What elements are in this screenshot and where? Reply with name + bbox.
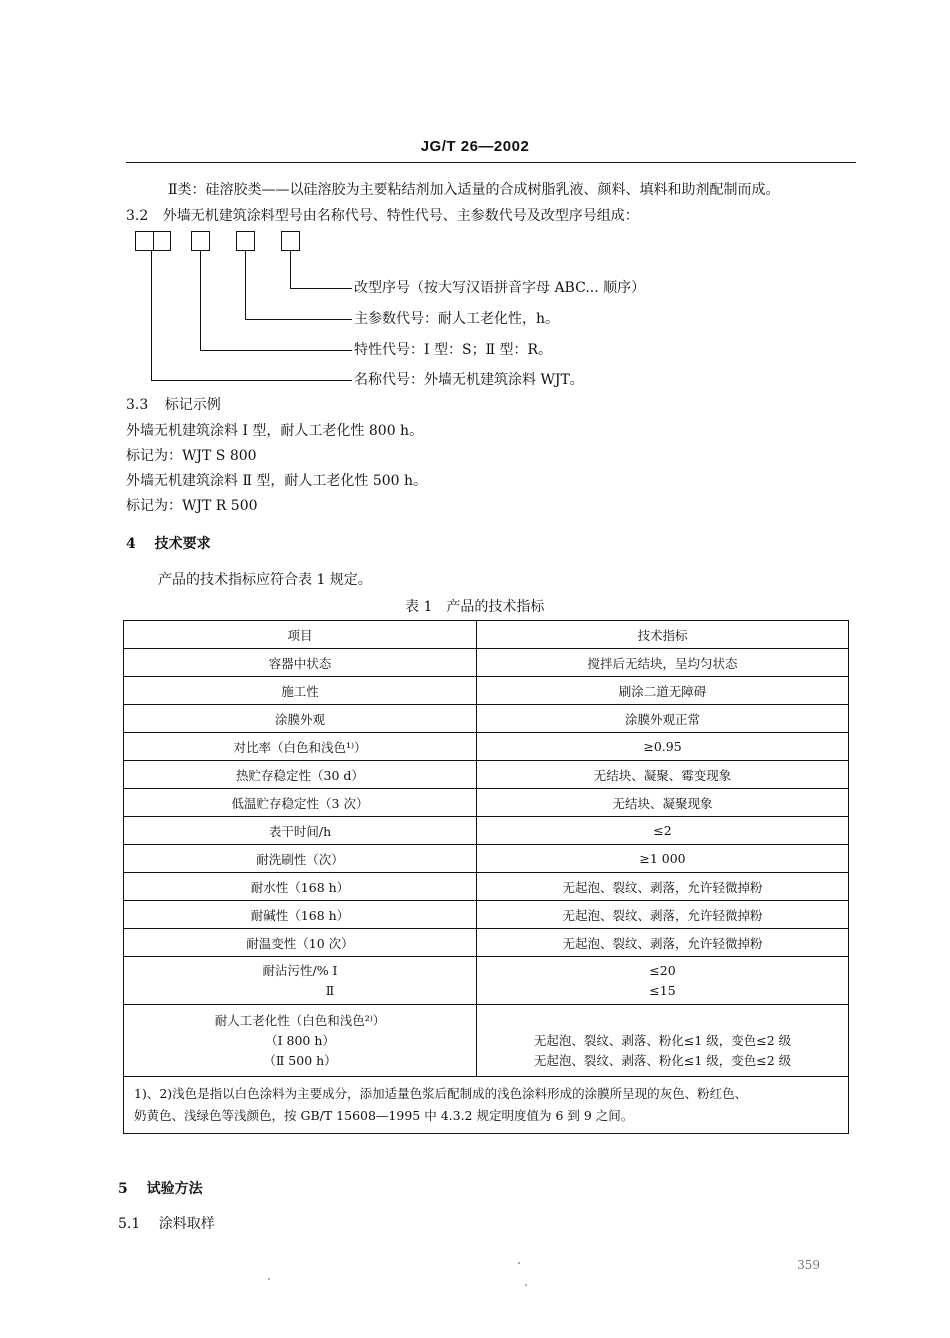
- section-title: 技术要求: [154, 536, 211, 552]
- section-number: 3.2: [126, 208, 149, 224]
- row-spec: 搅拌后无结块，呈均匀状态: [477, 649, 849, 677]
- table-row: [124, 677, 849, 705]
- document-code-header: JG/T 26—2002: [420, 138, 530, 155]
- header-item: 项目: [124, 621, 477, 649]
- table-row-aging: [124, 1005, 849, 1077]
- aging-sub-i: （Ⅰ 800 h）: [265, 1032, 335, 1048]
- stain-label-ii: Ⅱ: [325, 982, 335, 998]
- row-item: 涂膜外观: [124, 705, 477, 733]
- row-spec: ≥1 000: [477, 845, 849, 873]
- stain-item: [124, 957, 477, 1005]
- aging-item: [124, 1005, 477, 1077]
- diagram-leader: [290, 251, 291, 288]
- row-item: 耐温变性（10 次）: [124, 929, 477, 957]
- example-line: 外墙无机建筑涂料 Ⅱ 型，耐人工老化性 500 h。: [126, 473, 428, 489]
- row-item: 低温贮存稳定性（3 次）: [124, 789, 477, 817]
- aging-sub-ii: （Ⅱ 500 h）: [263, 1052, 337, 1068]
- table-row-stain: [124, 957, 849, 1005]
- section-text: 外墙无机建筑涂料型号由名称代号、特性代号、主参数代号及改型序号组成：: [162, 208, 639, 224]
- table-row: [124, 845, 849, 873]
- row-spec: ≤2: [477, 817, 849, 845]
- section-4: [126, 535, 211, 553]
- row-spec: 涂膜外观正常: [477, 705, 849, 733]
- row-item: 容器中状态: [124, 649, 477, 677]
- section-number: 4: [126, 536, 136, 552]
- aging-value-i: 无起泡、裂纹、剥落、粉化≤1 级，变色≤2 级: [533, 1032, 792, 1048]
- table-row: [124, 789, 849, 817]
- note-line: 奶黄色、浅绿色等浅颜色，按 GB/T 15608—1995 中 4.3.2 规定明度值为 6 到 9 之间。: [134, 1108, 634, 1123]
- row-spec: 无起泡、裂纹、剥落，允许轻微掉粉: [477, 929, 849, 957]
- row-spec: 无结块、凝聚、霉变现象: [477, 761, 849, 789]
- table-row: [124, 901, 849, 929]
- table-row: [124, 929, 849, 957]
- row-spec: 刷涂二道无障碍: [477, 677, 849, 705]
- note-line: 1)、2)浅色是指以白色涂料为主要成分，添加适量色浆后配制成的浅色涂料形成的涂膜所呈现的灰色、粉红色、: [134, 1086, 748, 1101]
- section-5: [118, 1180, 203, 1198]
- diagram-box-divider: [153, 231, 154, 251]
- section-title: 试验方法: [146, 1181, 203, 1197]
- table-row: [124, 873, 849, 901]
- diagram-leader: [151, 251, 152, 380]
- tech-spec-table: [123, 620, 849, 1134]
- table-row: [124, 733, 849, 761]
- diagram-box-feature: [191, 231, 210, 251]
- section-number: 5.1: [118, 1216, 141, 1232]
- section-3-2: [126, 207, 639, 225]
- scan-speck: [268, 1278, 270, 1280]
- row-spec: 无起泡、裂纹、剥落，允许轻微掉粉: [477, 873, 849, 901]
- diagram-label-param: 主参数代号：耐人工老化性，h。: [354, 311, 560, 327]
- section-4-text: 产品的技术指标应符合表 1 规定。: [158, 572, 372, 588]
- stain-value-ii: ≤15: [649, 982, 676, 998]
- diagram-label-revision: 改型序号（按大写汉语拼音字母 ABC... 顺序）: [354, 280, 646, 296]
- table-row: [124, 649, 849, 677]
- row-item: 耐洗刷性（次）: [124, 845, 477, 873]
- diagram-label-feature: 特性代号：Ⅰ 型：S；Ⅱ 型：R。: [354, 342, 553, 358]
- stain-spec: [477, 957, 849, 1005]
- stain-label: 耐沾污性/% Ⅰ: [262, 962, 338, 978]
- example-line: 外墙无机建筑涂料 Ⅰ 型，耐人工老化性 800 h。: [126, 423, 424, 439]
- diagram-label-name: 名称代号：外墙无机建筑涂料 WJT。: [354, 372, 584, 388]
- diagram-leader: [151, 380, 352, 381]
- section-title: 标记示例: [164, 397, 221, 413]
- table-row: [124, 761, 849, 789]
- row-spec: 无结块、凝聚现象: [477, 789, 849, 817]
- aging-label: 耐人工老化性（白色和浅色²⁾）: [214, 1012, 386, 1028]
- table-caption: 表 1 产品的技术指标: [405, 599, 545, 615]
- row-item: 耐水性（168 h）: [124, 873, 477, 901]
- diagram-leader: [200, 251, 201, 350]
- row-item: 热贮存稳定性（30 d）: [124, 761, 477, 789]
- table-note: [124, 1077, 849, 1134]
- diagram-leader: [245, 319, 352, 320]
- table-header-row: [124, 621, 849, 649]
- stain-value-i: ≤20: [649, 962, 676, 978]
- diagram-leader: [200, 350, 352, 351]
- row-item: 表干时间/h: [124, 817, 477, 845]
- table-note-row: [124, 1077, 849, 1134]
- diagram-leader: [245, 251, 246, 319]
- row-item: 耐碱性（168 h）: [124, 901, 477, 929]
- row-spec: ≥0.95: [477, 733, 849, 761]
- scan-speck: [518, 1262, 520, 1264]
- section-3-3: [126, 396, 221, 414]
- section-title: 涂料取样: [158, 1216, 215, 1232]
- diagram-box-param: [236, 231, 255, 251]
- example-line: 标记为：WJT R 500: [126, 498, 258, 514]
- section-number: 3.3: [126, 397, 149, 413]
- section-number: 5: [118, 1181, 128, 1197]
- aging-value-ii: 无起泡、裂纹、剥落、粉化≤1 级，变色≤2 级: [533, 1052, 792, 1068]
- header-rule: [126, 162, 856, 163]
- header-spec: 技术指标: [477, 621, 849, 649]
- table-row: [124, 705, 849, 733]
- table-row: [124, 817, 849, 845]
- row-item: 施工性: [124, 677, 477, 705]
- diagram-box-revision: [281, 231, 300, 251]
- section-5-1: [118, 1215, 215, 1233]
- class-ii-paragraph: Ⅱ类：硅溶胶类——以硅溶胶为主要粘结剂加入适量的合成树脂乳液、颜料、填料和助剂配制而成。: [168, 182, 780, 198]
- page-number: 359: [797, 1258, 820, 1272]
- row-item: 对比率（白色和浅色¹⁾）: [124, 733, 477, 761]
- example-line: 标记为：WJT S 800: [126, 448, 257, 464]
- aging-spec: [477, 1005, 849, 1077]
- diagram-leader: [290, 288, 352, 289]
- row-spec: 无起泡、裂纹、剥落，允许轻微掉粉: [477, 901, 849, 929]
- scan-speck: [525, 1284, 527, 1286]
